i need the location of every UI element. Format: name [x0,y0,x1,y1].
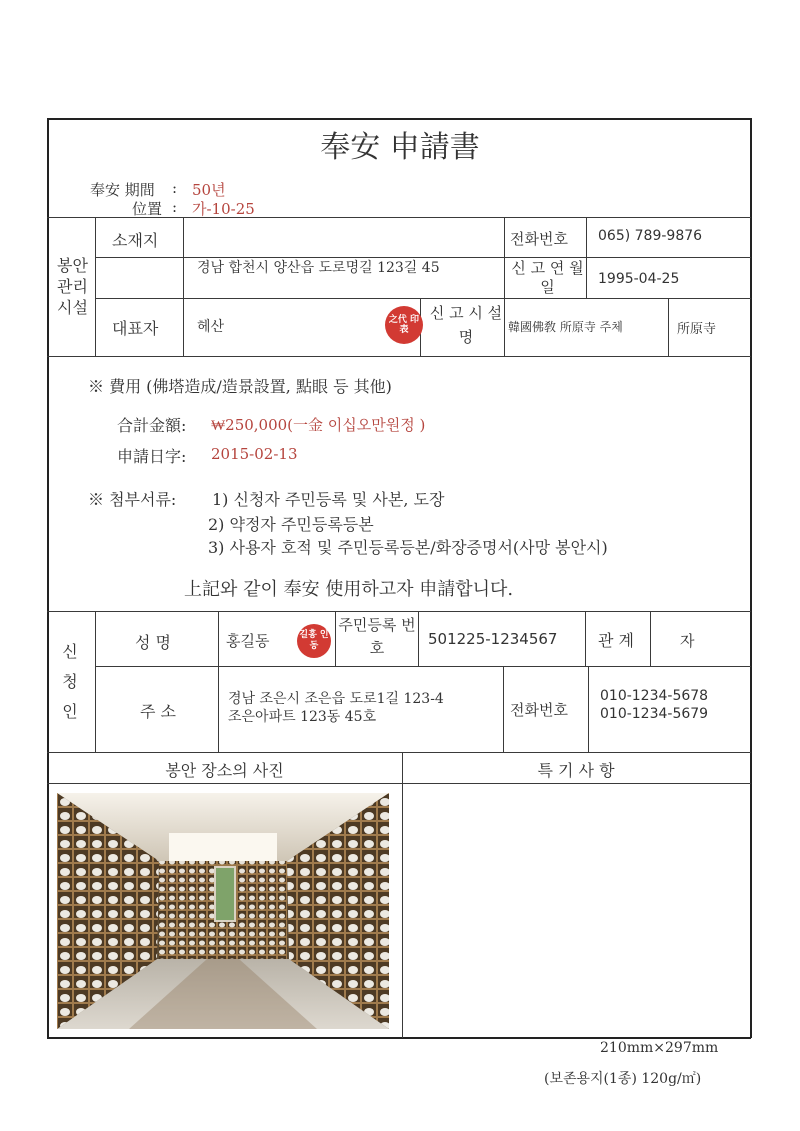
report-date: 1995-04-25 [598,271,680,287]
rule [668,298,669,356]
representative-label: 대표자 [112,319,159,338]
location-label: 소재지 [112,231,159,250]
location-value: 경남 합천시 양산읍 도로명길 123길 45 [197,260,440,276]
declaration: 上記와 같이 奉安 使用하고자 申請합니다. [184,579,514,600]
rule [47,356,751,357]
name-label: 성 명 [135,633,171,652]
applicant-section-label: 신 청 인 [62,642,78,721]
total-amount: ₩250,000(一金 이십오만원정 ) [211,416,426,434]
rule [47,611,751,612]
rule [47,217,751,218]
rule [218,611,219,752]
photo-heading: 봉안 장소의 사진 [165,761,284,780]
date-label: 申請日字: [117,447,187,466]
rule [504,217,505,356]
attachment-item: 1) 신청자 주민등록 및 사본, 도장 [212,490,445,509]
id-label: 주민등록 번 호 [338,616,416,657]
applicant-phone1: 010-1234-5678 [600,688,709,704]
rule [95,298,504,299]
form-border-bottom [47,1037,751,1039]
rule [402,752,403,1038]
attachment-item: 2) 약정자 주민등록등본 [208,515,374,534]
application-date: 2015-02-13 [211,445,298,463]
rule [95,217,96,356]
representative-name: 헤산 [197,319,225,335]
total-label: 合計金額: [117,416,187,435]
applicant-phone2: 010-1234-5679 [600,706,709,722]
temple-name: 所原寺 [677,322,717,337]
cost-heading: ※ 費用 (佛塔造成/造景設置, 點眼 등 其他) [88,377,392,396]
paper-spec: (보존용지(1종) 120g/㎡) [544,1071,702,1087]
period-colon: : [172,179,178,197]
rule [586,217,587,298]
address-label: 주 소 [140,702,176,721]
facility-seal: 之代 印表 [385,306,423,344]
facility-section-label: 봉안 관리 시설 [57,256,88,317]
facility-phone: 065) 789-9876 [598,228,703,244]
form-border-right [750,118,752,1038]
rule [650,611,651,666]
rule [504,298,751,299]
rule [183,217,184,356]
rule [585,611,586,666]
facility-name-label: 신 고 시 설 명 [429,304,503,346]
relation-label: 관 계 [598,631,634,650]
form-border-top [47,118,751,120]
paper-size: 210mm×297mm [600,1040,719,1056]
columbarium-photo [57,793,389,1029]
applicant-name: 홍길동 [226,632,270,650]
rule [335,611,336,666]
form-title: 奉安 申請書 [320,130,480,165]
rule [95,611,96,752]
rule [47,783,751,784]
period-value: 50년 [192,181,226,199]
period-label: 奉安 期間 [90,181,155,199]
rule [95,666,751,667]
address-line2: 조은아파트 123동 45호 [228,709,377,725]
rule [588,666,589,752]
applicant-id: 501225-1234567 [428,630,558,648]
relation-value: 자 [680,632,695,650]
position-value: 가-10-25 [192,200,255,218]
rule [47,752,751,753]
phone-label: 전화번호 [510,230,568,248]
form-border-left [47,118,49,1038]
position-colon: : [172,198,178,216]
attachments-heading: ※ 첨부서류: [88,490,177,509]
report-date-label: 신 고 연 월 일 [511,259,584,296]
facility-order: 韓國佛敎 所原寺 주체 [508,320,623,334]
rule [503,666,504,752]
attachment-item: 3) 사용자 호적 및 주민등록등본/화장증명서(사망 봉안시) [208,538,608,557]
applicant-phone-label: 전화번호 [510,701,568,719]
position-label: 位置 [132,200,163,218]
rule [418,611,419,666]
address-line1: 경남 조은시 조은읍 도로1길 123-4 [228,691,444,707]
remarks-heading: 특 기 사 항 [537,761,615,780]
applicant-seal: 길홍 인동 [297,624,331,658]
